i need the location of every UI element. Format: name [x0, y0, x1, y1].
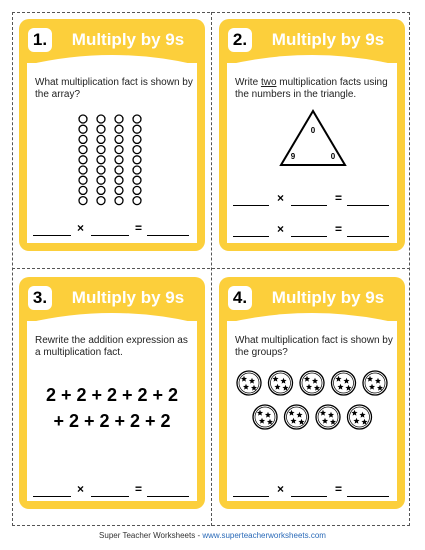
- footer: [0, 531, 425, 540]
- prompt-text: multiplication facts using the numbers in the triangle.: [235, 77, 388, 100]
- array-circle: [133, 186, 141, 194]
- equals-sign: =: [135, 221, 143, 235]
- array-circle: [133, 156, 141, 164]
- card-title: Multiply by 9s: [271, 30, 385, 49]
- card-prompt: What multiplication fact is shown by the groups?: [235, 335, 393, 358]
- triangle-right-number: 0: [330, 152, 336, 161]
- array-circle: [79, 115, 87, 123]
- circle-array: [75, 113, 155, 209]
- array-circle: [115, 115, 123, 123]
- times-sign: ×: [77, 482, 85, 496]
- array-circle: [115, 197, 123, 205]
- answer-blank[interactable]: [291, 205, 327, 206]
- star-group: [237, 371, 261, 395]
- answer-blank[interactable]: [233, 205, 269, 206]
- array-circle: [97, 115, 105, 123]
- card-number: 3.: [28, 286, 52, 310]
- answer-blank[interactable]: [233, 496, 269, 497]
- array-circle: [115, 125, 123, 133]
- times-sign: ×: [277, 222, 285, 236]
- equals-sign: =: [335, 482, 343, 496]
- array-circle: [133, 176, 141, 184]
- answer-blank[interactable]: [147, 496, 189, 497]
- array-circle: [133, 197, 141, 205]
- card-title: Multiply by 9s: [271, 288, 385, 307]
- equals-sign: =: [135, 482, 143, 496]
- array-circle: [97, 146, 105, 154]
- card-panel: [27, 321, 197, 501]
- array-circle: [79, 125, 87, 133]
- triangle-left-number: 9: [290, 152, 296, 161]
- answer-blank[interactable]: [91, 235, 129, 236]
- star-group: [332, 371, 356, 395]
- array-circle: [133, 166, 141, 174]
- panel-arc: [227, 51, 397, 65]
- task-card-4: [219, 277, 405, 509]
- array-circle: [79, 176, 87, 184]
- array-circle: [97, 197, 105, 205]
- array-circle: [133, 146, 141, 154]
- card-panel: [227, 63, 397, 243]
- array-circle: [97, 186, 105, 194]
- card-prompt: What multiplication fact is shown by the array?: [35, 77, 193, 100]
- horizontal-cut-line: [12, 268, 410, 269]
- card-panel: [27, 63, 197, 243]
- prompt-text: Write: [235, 77, 261, 88]
- answer-blank[interactable]: [147, 235, 189, 236]
- star-group: [269, 371, 293, 395]
- card-title: Multiply by 9s: [71, 288, 185, 307]
- answer-row: [233, 484, 391, 498]
- star-groups: [233, 369, 391, 435]
- array-circle: [97, 176, 105, 184]
- answer-blank[interactable]: [347, 205, 389, 206]
- card-prompt: [235, 77, 395, 101]
- array-circle: [133, 135, 141, 143]
- answer-blank[interactable]: [347, 496, 389, 497]
- star-group: [253, 405, 277, 429]
- times-sign: ×: [277, 191, 285, 205]
- panel-arc: [227, 309, 397, 323]
- array-circle: [97, 156, 105, 164]
- times-sign: ×: [277, 482, 285, 496]
- answer-row: [233, 193, 391, 207]
- array-circle: [133, 115, 141, 123]
- panel-arc: [27, 309, 197, 323]
- task-card-2: [219, 19, 405, 251]
- answer-blank[interactable]: [347, 236, 389, 237]
- answer-blank[interactable]: [291, 236, 327, 237]
- array-circle: [115, 166, 123, 174]
- answer-row: [233, 224, 391, 238]
- addition-expression-line-2: + 2 + 2 + 2 + 2: [53, 411, 171, 431]
- array-circle: [97, 166, 105, 174]
- star-group: [316, 405, 340, 429]
- array-circle: [79, 197, 87, 205]
- triangle-top-number: 0: [310, 126, 316, 135]
- answer-blank[interactable]: [91, 496, 129, 497]
- array-circle: [79, 156, 87, 164]
- answer-row: [33, 223, 191, 237]
- prompt-emphasis: two: [260, 77, 277, 88]
- equals-sign: =: [335, 191, 343, 205]
- array-circle: [97, 125, 105, 133]
- vertical-cut-line: [211, 12, 212, 526]
- array-circle: [115, 176, 123, 184]
- array-circle: [115, 186, 123, 194]
- answer-blank[interactable]: [291, 496, 327, 497]
- task-card-3: [19, 277, 205, 509]
- answer-blank[interactable]: [233, 236, 269, 237]
- array-circle: [115, 135, 123, 143]
- card-title: Multiply by 9s: [71, 30, 185, 49]
- array-circle: [79, 166, 87, 174]
- array-circle: [115, 156, 123, 164]
- card-number: 2.: [228, 28, 252, 52]
- answer-blank[interactable]: [33, 235, 71, 236]
- card-panel: [227, 321, 397, 501]
- addition-expression-line-1: 2 + 2 + 2 + 2 + 2: [45, 385, 179, 405]
- array-circle: [133, 125, 141, 133]
- card-number: 1.: [28, 28, 52, 52]
- card-prompt: Rewrite the addition expression as a multiplication fact.: [35, 335, 188, 358]
- answer-row: [33, 484, 191, 498]
- equals-sign: =: [335, 222, 343, 236]
- task-card-1: [19, 19, 205, 251]
- star-group: [363, 371, 387, 395]
- array-circle: [79, 186, 87, 194]
- fact-triangle: [277, 107, 349, 169]
- star-group: [285, 405, 309, 429]
- array-circle: [79, 135, 87, 143]
- footer-link[interactable]: www.superteacherworksheets.com: [202, 531, 326, 540]
- star-group: [300, 371, 324, 395]
- array-circle: [115, 146, 123, 154]
- panel-arc: [27, 51, 197, 65]
- star-group: [348, 405, 372, 429]
- card-number: 4.: [228, 286, 252, 310]
- times-sign: ×: [77, 221, 85, 235]
- answer-blank[interactable]: [33, 496, 71, 497]
- footer-text: Super Teacher Worksheets -: [99, 531, 203, 540]
- array-circle: [79, 146, 87, 154]
- array-circle: [97, 135, 105, 143]
